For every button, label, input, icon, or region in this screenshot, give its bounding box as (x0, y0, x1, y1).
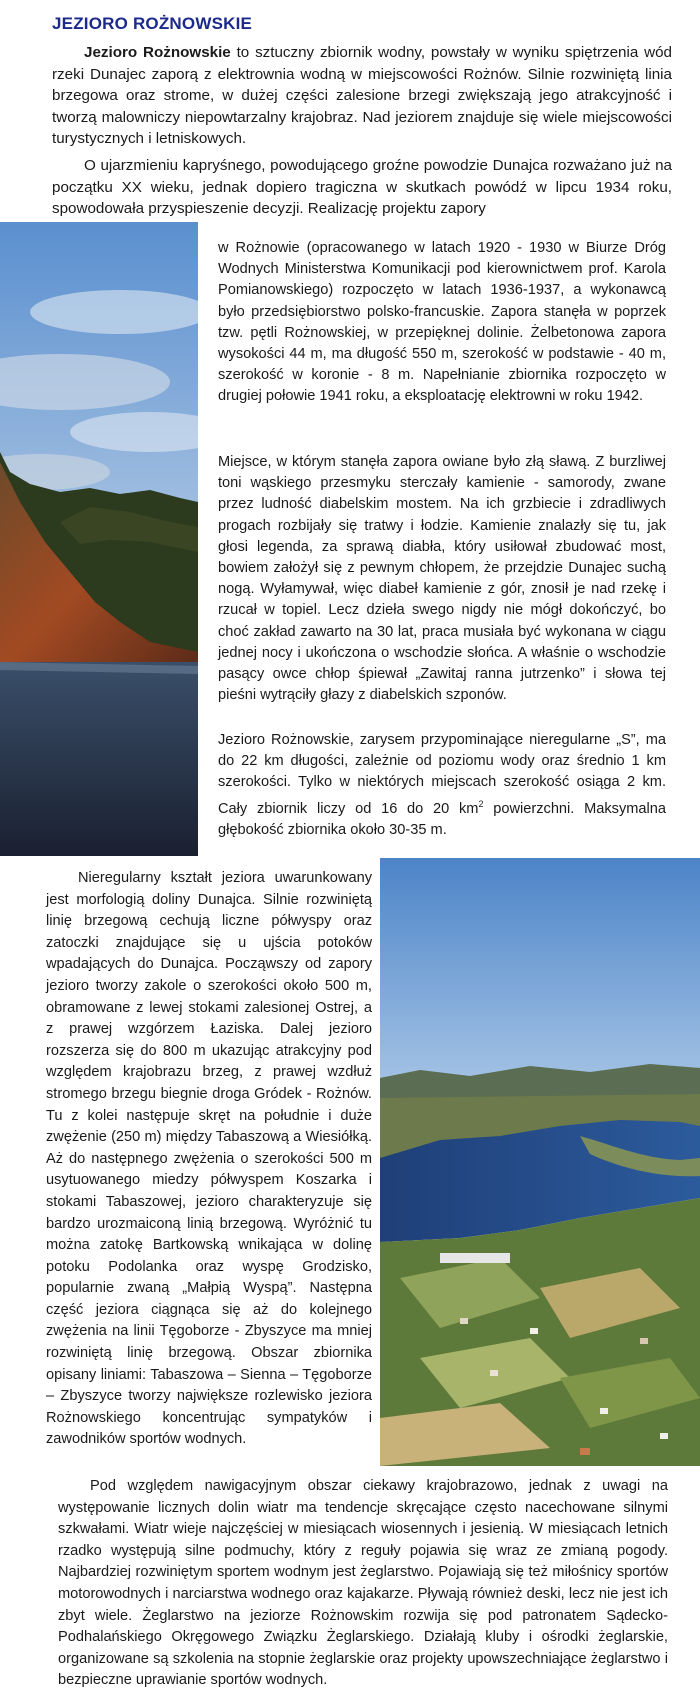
lake-name-bold: Jezioro Rożnowskie (84, 44, 231, 61)
dimensions-text-a: Jezioro Rożnowskie, zarysem przypominające nieregularne „S”, ma do 22 km długości, zależnie od poziomu wody oraz średnio 1 km szerokości. Tylko w niektórych miejscach szerokość osiąga 2 km. Cały zbiornik liczy od 16 do 20 km (218, 732, 666, 817)
superscript-2: 2 (478, 798, 484, 809)
article-title: JEZIORO ROŻNOWSKIE (52, 14, 253, 33)
aerial-lake-photo (380, 858, 700, 1466)
dimensions-paragraph (218, 730, 666, 841)
shape-paragraph: Nieregularny kształt jeziora uwarunkowany jest morfologią doliny Dunajca. Silnie rozwiniętą linię brzegową cechują liczne półwyspy oraz zatoczki znajdujące się u ujścia potoków wpadających do Dunajca. Począwszy od zapory jezioro tworzy zakole o szerokości około 500 m, obramowane z lewej stokami zalesionej Ostrej, a z prawej wzgórzem Łaziska. Dalej jezioro rozszerza się do 800 m ukazując atrakcyjny pod względem krajobrazu brzeg, z prawej wzdłuż stromego brzegu biegnie droga Gródek - Rożnów. Tu z kolei następuje skręt na południe i duże zwężenie (250 m) między Tabaszową a Wiesiółką. Aż do następnego zwężenia o szerokości 500 m usytuowanego miedzy półwyspem Koszarka i stokami Tabaszowej, jezioro charakteryzuje się bardzo urozmaiconą linią brzegową. Wyróżnić tu można zatokę Bartkowską wnikająca w dolinę potoku Podolanka oraz wyspę Grodzisko, popularnie zwaną „Małpią Wyspą”. Następna część jeziora ciągnąca się aż do kolejnego zwężenia na linii Tęgoborze - Zbyszyce ma mniej rozwiniętą linię brzegową. Obszar zbiornika opisany liniami: Tabaszowa – Sienna – Tęgoborze – Zbyszyce tworzy największe rozlewisko jeziora Rożnowskiego koncentrując sympatyków i zawodników sportów wodnych. (46, 870, 372, 1448)
lake-shore-photo (0, 222, 198, 856)
intro-paragraph (52, 42, 672, 150)
lake-shore-illustration (0, 222, 198, 856)
history-paragraph: O ujarzmieniu kapryśnego, powodującego groźne powodzie Dunajca rozważano już na początku XX wieku, jednak dopiero tragiczna w skutkach powódź w lipcu 1934 roku, spowodowała przyspieszenie decyzji. Realizację projektu zapory (52, 157, 672, 217)
legend-paragraph: Miejsce, w którym stanęła zapora owiane było złą sławą. Z burzliwej toni wąskiego przesmyku sterczały kamienie - samorody, zwane przez ludność diabelskim mostem. Na ich grzbiecie i zdradliwych progach rozbijały się tratwy i łodzie. Kamienie znalazły się tu, jak głosi legenda, za sprawą diabła, który usiłował zbudować most, bowiem założył się z pewnym chłopem, że przejdzie Dunajec suchą nogą. Wyłamywał, więc diabeł kamienie z gór, znosił je nad rzekę i rzucał w topiel. Lecz dzieła swego nigdy nie mógł dokończyć, bo choć zakład zawarto na 30 lat, praca musiała być wykonana w ciągu jednej nocy i ukończona o wschodzie słońca. A właśnie o wschodzie pasący owce chłop śpiewał „Zawitaj ranna jutrzenko” i słowa tej pieśni wytrąciły głazy z diabelskich szponów. (218, 454, 666, 704)
dam-paragraph: w Rożnowie (opracowanego w latach 1920 - 1930 w Biurze Dróg Wodnych Ministerstwa Komunikacji pod kierownictwem prof. Karola Pomianowskiego) rozpoczęto w latach 1936-1937, a wykonawcą było przedsiębiorstwo polsko-francuskie. Zapora stanęła w poprzek tzw. pętli Rożnowskiej, w przepięknej dolinie. Żelbetonowa zapora wysokości 44 m, ma długość 550 m, szerokość w podstawie - 40 m, szerokość w koronie - 8 m. Napełnianie zbiornika rozpoczęto w drugiej połowie 1941 roku, a eksploatację elektrowni w roku 1942. (218, 240, 666, 405)
intro-paragraph-text: to sztuczny zbiornik wodny, powstały w wyniku spiętrzenia wód rzeki Dunajec zaporą z elektrownia wodną w miejscowości Rożnów. Silnie rozwiniętą linia brzegowa oraz strome, w dużej części zalesione brzegi zwiększają jego atrakcyjność i tworzą malowniczy niepowtarzalny krajobraz. Nad jeziorem znajduje się wiele miejscowości turystycznych i letniskowych. (52, 44, 672, 147)
aerial-lake-illustration (380, 858, 700, 1466)
dimensions-text-b: powierzchni. Maksymalna głębokość zbiornika około 30-35 m. (218, 800, 667, 838)
navigation-paragraph: Pod względem nawigacyjnym obszar ciekawy krajobrazowo, jednak z uwagi na występowanie licznych dolin wiatr ma tendencje skręcające często nacechowane silnymi szkwałami. Wiatr wieje najczęściej w miesiącach wiosennych i jesienią. W miesiącach letnich rzadko występują silne podmuchy, który z reguły pojawia się wraz ze zmianą pogody. Najbardziej rozwiniętym sportem wodnym jest żeglarstwo. Pojawiają się też miłośnicy sportów motorowodnych i narciarstwa wodnego oraz kajakarze. Pływają również deski, lecz nie jest ich zbyt wiele. Żeglarstwo na jeziorze Rożnowskim rozwija się pod patronatem Sądecko-Podhalańskiego Okręgowego Związku Żeglarskiego. Działają kluby i ośrodki żeglarskie, organizowane są szkolenia na stopnie żeglarskie oraz projekty upowszechniające żeglarstwo i bezpieczne uprawianie sportów wodnych. (58, 1478, 668, 1689)
